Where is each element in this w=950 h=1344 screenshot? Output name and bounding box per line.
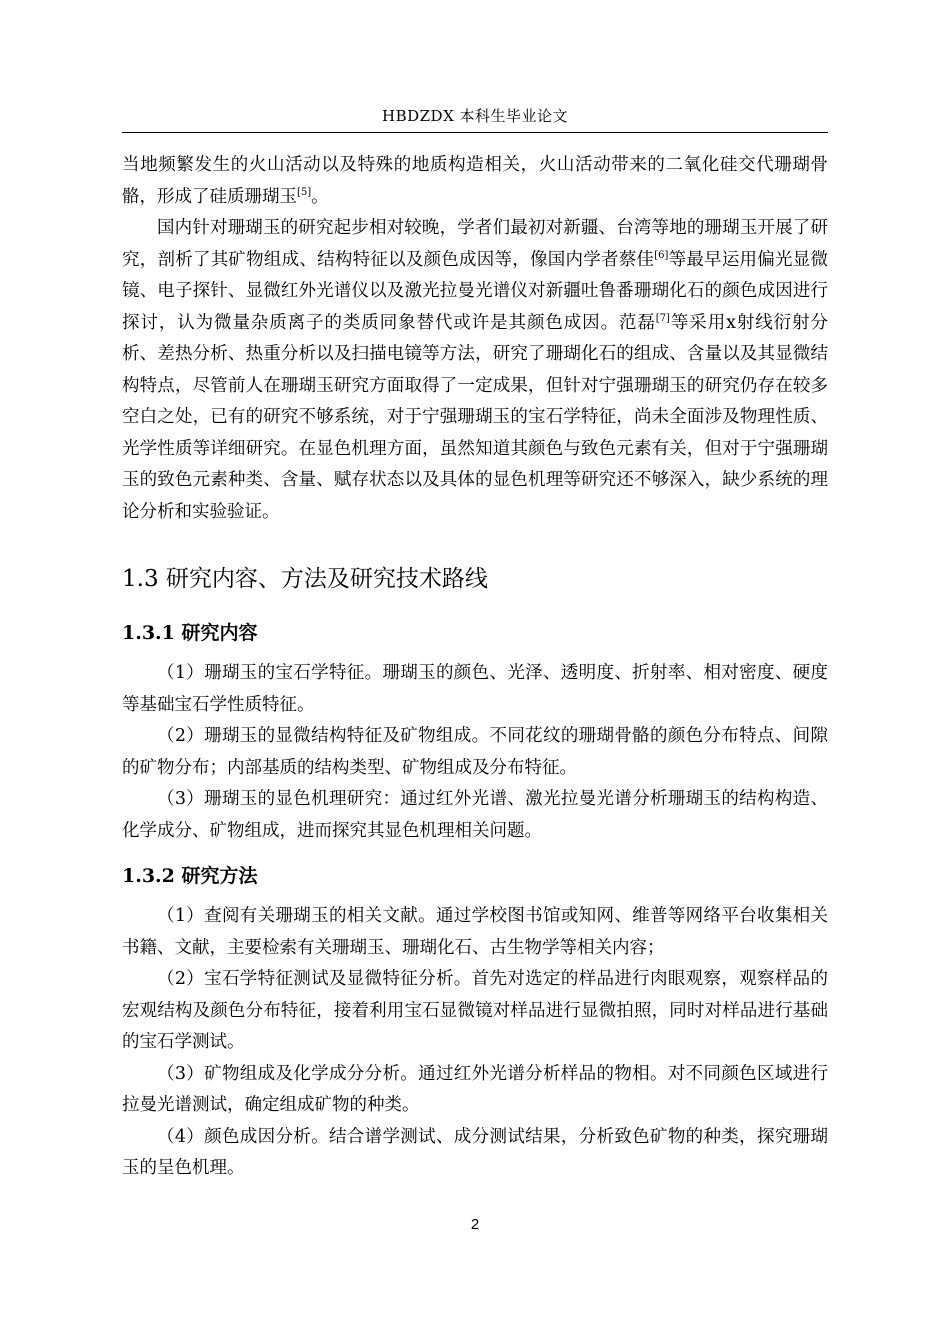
intro-paragraph-2 bbox=[122, 213, 828, 528]
section-heading-1-3: 1.3 研究内容、方法及研究技术路线 bbox=[122, 566, 488, 592]
research-method-item-2: （2）宝石学特征测试及显微特征分析。首先对选定的样品进行肉眼观察，观察样品的宏观结构及颜色分布特征，接着利用宝石显微镜对样品进行显微拍照，同时对样品进行基础的宝石学测试。 bbox=[122, 969, 828, 1052]
research-content-item-1: （1）珊瑚玉的宝石学特征。珊瑚玉的颜色、光泽、透明度、折射率、相对密度、硬度等基础宝石学性质特征。 bbox=[122, 663, 828, 715]
page-content bbox=[122, 150, 828, 1185]
intro-paragraph-1 bbox=[122, 150, 828, 213]
citation-5[interactable]: [5] bbox=[297, 186, 312, 198]
research-content-item-3: （3）珊瑚玉的显色机理研究：通过红外光谱、激光拉曼光谱分析珊瑚玉的结构构造、化学成分、矿物组成，进而探究其显色机理相关问题。 bbox=[122, 789, 828, 841]
research-content-item-2: （2）珊瑚玉的显微结构特征及矿物组成。不同花纹的珊瑚骨骼的颜色分布特点、间隙的矿物分布；内部基质的结构类型、矿物组成及分布特征。 bbox=[122, 726, 828, 778]
page-header: HBDZDX 本科生毕业论文 bbox=[381, 107, 569, 125]
research-method-item-3: （3）矿物组成及化学成分分析。通过红外光谱分析样品的物相。对不同颜色区域进行拉曼光谱测试，确定组成矿物的种类。 bbox=[122, 1063, 828, 1115]
citation-6[interactable]: [6] bbox=[654, 249, 669, 261]
research-method-item-1: （1）查阅有关珊瑚玉的相关文献。通过学校图书馆或知网、维普等网络平台收集相关书籍、文献，主要检索有关珊瑚玉、珊瑚化石、古生物学等相关内容； bbox=[122, 906, 828, 958]
intro-p1-text: 当地频繁发生的火山活动以及特殊的地质构造相关，火山活动带来的二氧化硅交代珊瑚骨骼，形成了硅质珊瑚玉 bbox=[122, 155, 828, 207]
page-number: 2 bbox=[470, 1216, 480, 1233]
header-rule bbox=[122, 132, 828, 133]
subsection-heading-1-3-2: 1.3.2 研究方法 bbox=[122, 865, 258, 887]
intro-p1-tail: 。 bbox=[311, 186, 329, 207]
research-method-item-4: （4）颜色成因分析。结合谱学测试、成分测试结果，分析致色矿物的种类，探究珊瑚玉的呈色机理。 bbox=[122, 1126, 828, 1178]
subsection-heading-1-3-1: 1.3.1 研究内容 bbox=[122, 622, 258, 644]
intro-p2-part-c: 等采用x射线衍射分析、差热分析、热重分析以及扫描电镜等方法，研究了珊瑚化石的组成、含量以及其显微结构特点，尽管前人在珊瑚玉研究方面取得了一定成果，但针对宁强珊瑚玉的研究仍存在较多空白之处，已有的研究不够系统，对于宁强珊瑚玉的宝石学特征，尚未全面涉及物理性质、光学性质等详细研究。在显色机理方面，虽然知道其颜色与致色元素有关，但对于宁强珊瑚玉的致色元素种类、含量、赋存状态以及具体的显色机理等研究还不够深入，缺少系统的理论分析和实验验证。 bbox=[122, 312, 828, 522]
intro-p2-part-b: 等最早运用偏光显微镜、电子探针、显微红外光谱仪以及激光拉曼光谱仪对新疆吐鲁番珊瑚化石的颜色成因进行探讨，认为微量杂质离子的类质同象替代或许是其颜色成因。范磊 bbox=[122, 249, 829, 333]
intro-p2-part-a: 国内针对珊瑚玉的研究起步相对较晚，学者们最初对新疆、台湾等地的珊瑚玉开展了研究，剖析了其矿物组成、结构特征以及颜色成因等，像国内学者蔡佳 bbox=[122, 218, 828, 270]
citation-7[interactable]: [7] bbox=[655, 312, 670, 324]
